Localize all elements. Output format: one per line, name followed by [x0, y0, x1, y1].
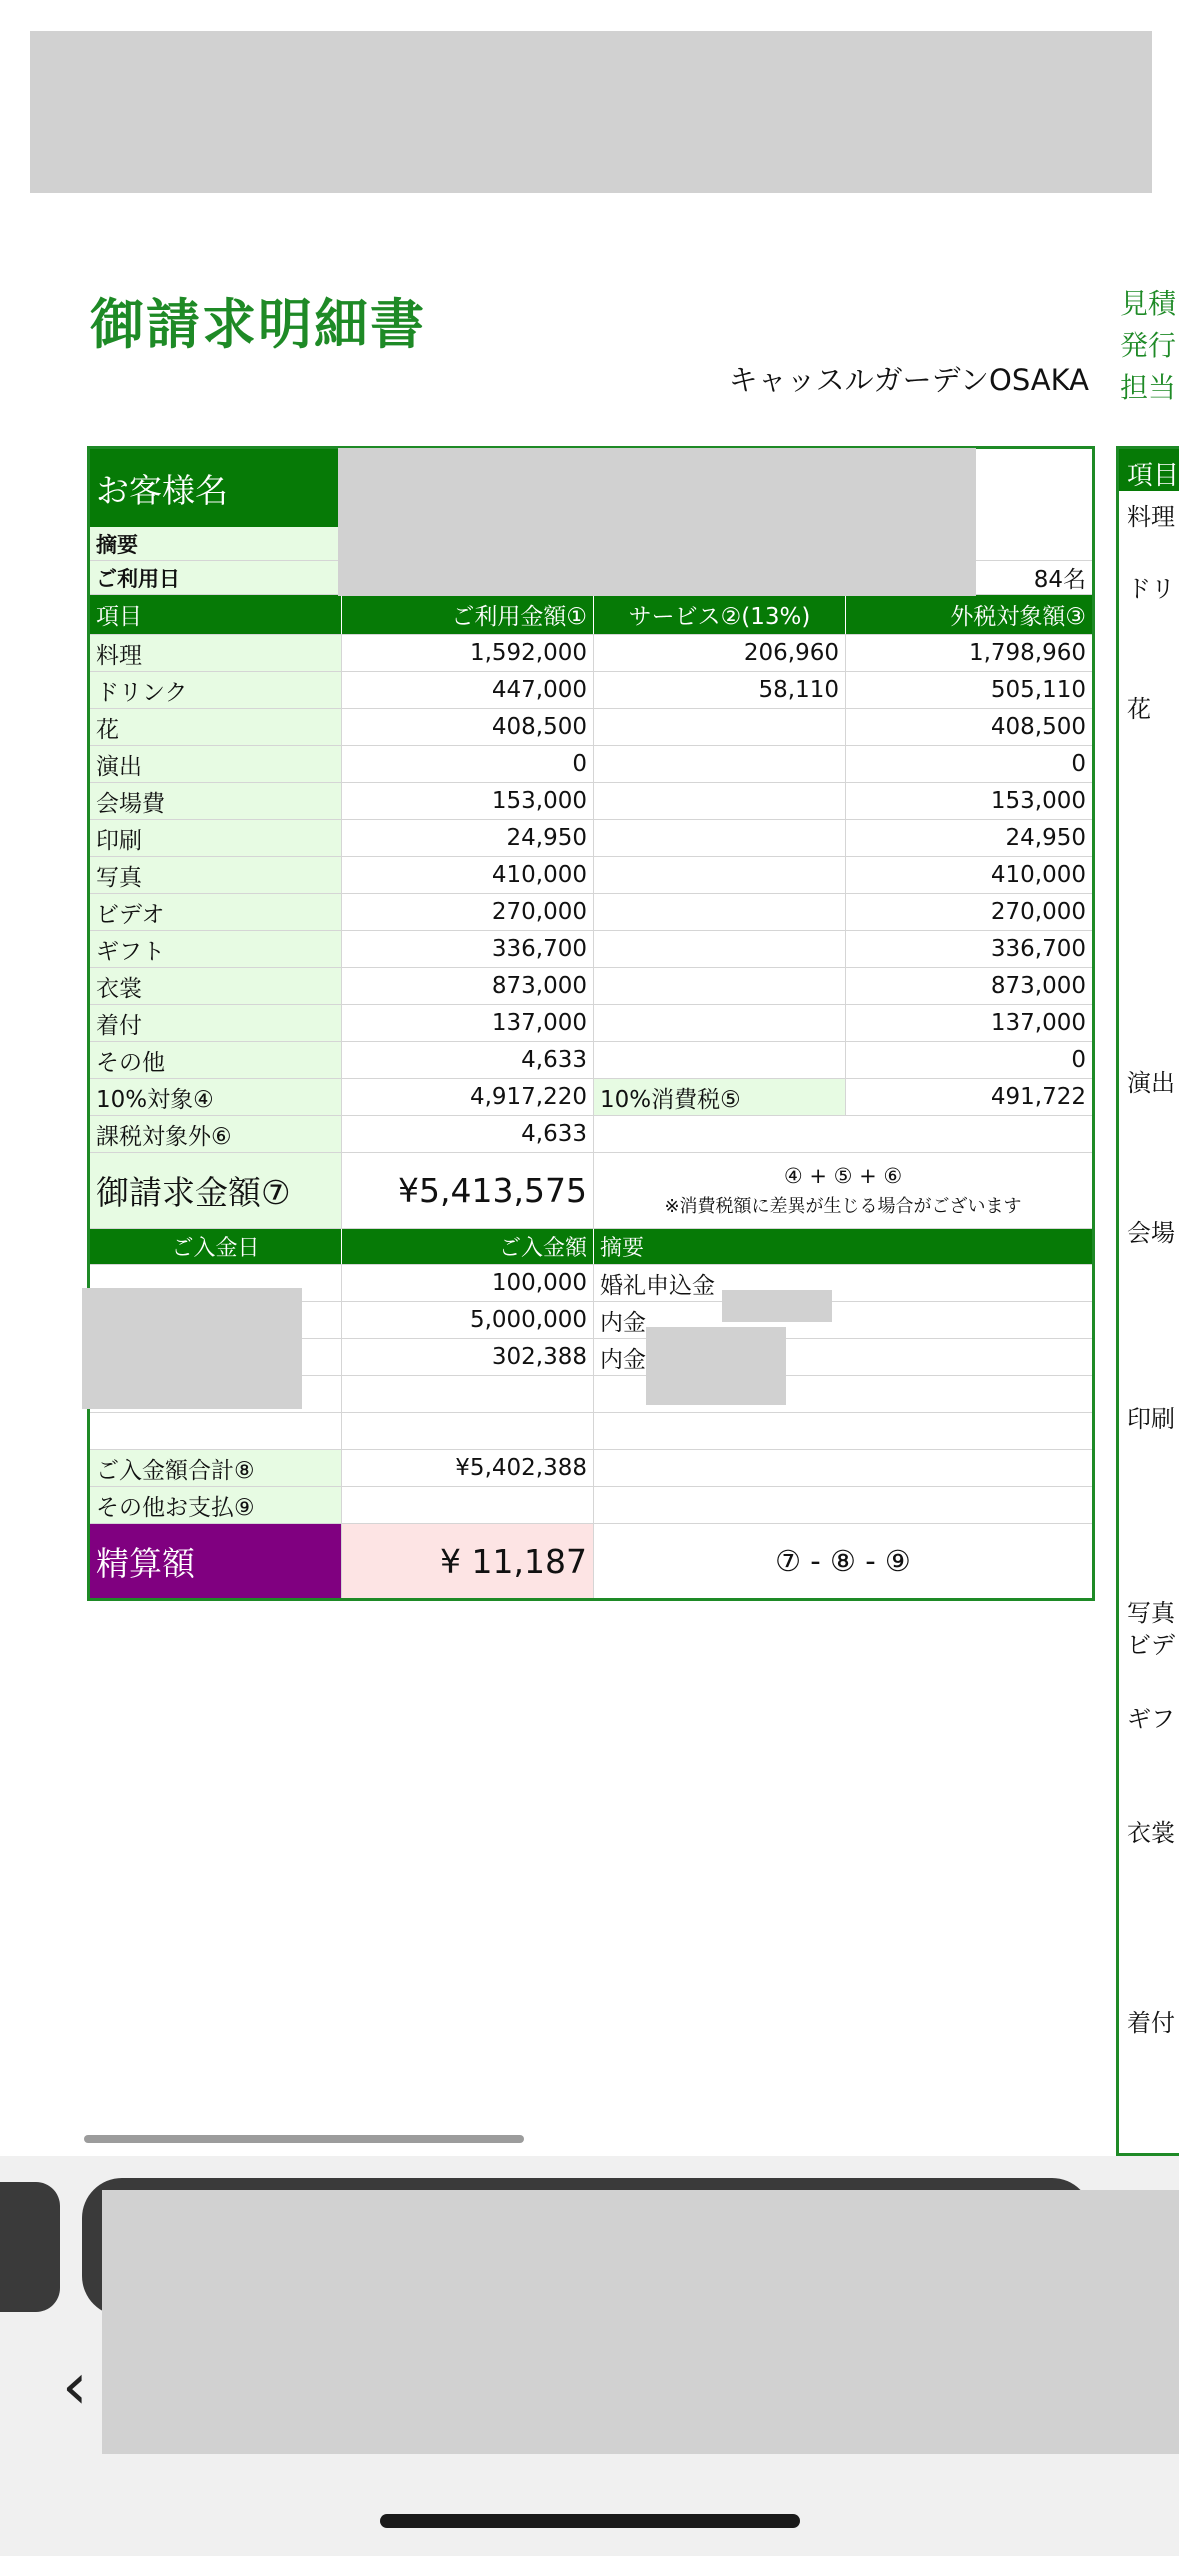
payment-date-header: ご入金日	[90, 1229, 342, 1264]
payment-amount-header: ご入金額	[342, 1229, 594, 1264]
summary-label: 摘要	[90, 527, 342, 560]
item-service: 206,960	[594, 635, 846, 671]
item-amount: 4,633	[342, 1042, 594, 1078]
next-page-item: 項目	[1127, 461, 1179, 491]
redacted-address-bar	[102, 2190, 1179, 2454]
item-name: 会場費	[90, 783, 342, 819]
table-header	[90, 595, 1092, 635]
next-page-item: 花	[1127, 695, 1151, 723]
next-page-item: 料理	[1127, 503, 1175, 531]
table-row	[90, 820, 1092, 857]
item-service	[594, 857, 846, 893]
item-amount: 873,000	[342, 968, 594, 1004]
item-name: ギフト	[90, 931, 342, 967]
item-amount: 270,000	[342, 894, 594, 930]
consumption-tax-amount: 491,722	[990, 1084, 1086, 1110]
item-name: その他	[90, 1042, 342, 1078]
item-name: 着付	[90, 1005, 342, 1041]
total-formula-cell	[594, 1153, 1092, 1228]
header-amount: ご利用金額①	[342, 595, 594, 634]
next-page-item: 演出	[1127, 1069, 1175, 1097]
item-name: 花	[90, 709, 342, 745]
table-row	[90, 635, 1092, 672]
item-name: 印刷	[90, 820, 342, 856]
item-taxable: 137,000	[990, 1010, 1086, 1036]
payment-note: 内金	[600, 1309, 646, 1336]
settlement-amount: ¥ 11,187	[342, 1524, 594, 1598]
item-amount: 410,000	[342, 857, 594, 893]
other-payment-blank	[594, 1487, 1092, 1523]
item-name: 衣裳	[90, 968, 342, 1004]
item-amount: 0	[342, 746, 594, 782]
tax-target-amount: 4,917,220	[342, 1079, 594, 1115]
item-service: 58,110	[594, 672, 846, 708]
payment-amount: 5,000,000	[342, 1302, 594, 1338]
usage-date-label: ご利用日	[90, 561, 342, 594]
settlement-formula: ⑦ - ⑧ - ⑨	[775, 1544, 911, 1578]
consumption-tax-label: 10%消費税⑤	[594, 1079, 846, 1115]
item-name: 演出	[90, 746, 342, 782]
home-indicator[interactable]	[380, 2514, 800, 2528]
next-page-item: 印刷	[1127, 1405, 1175, 1433]
non-taxable-label: 課税対象外⑥	[90, 1116, 342, 1152]
table-row	[90, 1005, 1092, 1042]
item-service	[594, 1042, 846, 1078]
total-formula: ④ + ⑤ + ⑥	[783, 1163, 903, 1188]
table-row	[90, 746, 1092, 783]
tax-target-label: 10%対象④	[90, 1079, 342, 1115]
next-page-item: 写真	[1127, 1599, 1175, 1627]
item-amount: 24,950	[342, 820, 594, 856]
header-taxable: 外税対象額③	[950, 604, 1086, 630]
meta-label-estimate: 見積	[1120, 287, 1177, 320]
tax-target-row	[90, 1079, 1092, 1116]
item-taxable: 336,700	[990, 936, 1086, 962]
customer-name-label: お客様名	[90, 449, 342, 527]
table-row	[90, 672, 1092, 709]
item-taxable: 0	[1071, 1047, 1086, 1073]
item-name: 料理	[90, 635, 342, 671]
payment-header	[90, 1229, 1092, 1265]
item-service	[594, 746, 846, 782]
item-taxable: 505,110	[990, 677, 1086, 703]
table-row	[90, 1042, 1092, 1079]
item-service	[594, 709, 846, 745]
paid-total-label: ご入金額合計⑧	[90, 1450, 342, 1486]
tax-difference-note: ※消費税額に差異が生じる場合がございます	[664, 1195, 1022, 1217]
next-page-item: ビデ	[1127, 1631, 1175, 1659]
next-page-item: 着付	[1127, 2009, 1175, 2037]
settlement-row	[90, 1524, 1092, 1598]
paid-total-blank	[594, 1450, 1092, 1486]
other-payment-label: その他お支払⑨	[90, 1487, 342, 1523]
header-item: 項目	[90, 595, 342, 634]
payment-note-header: 摘要	[600, 1236, 645, 1261]
item-service	[594, 783, 846, 819]
invoice-table	[87, 446, 1095, 1601]
redacted-payment-dates	[82, 1288, 302, 1409]
payment-amount	[342, 1376, 594, 1412]
redacted-top-banner	[30, 31, 1152, 193]
item-taxable: 153,000	[990, 788, 1086, 814]
table-row	[90, 857, 1092, 894]
payment-date	[90, 1413, 342, 1449]
payment-amount	[342, 1413, 594, 1449]
payment-note	[594, 1413, 1092, 1449]
settlement-label: 精算額	[90, 1524, 342, 1598]
redacted-payment-note-2	[646, 1327, 786, 1405]
next-page-panel	[1116, 446, 1179, 2156]
guest-count: 84名	[1033, 567, 1086, 593]
paid-total-row	[90, 1450, 1092, 1487]
header-service: サービス②(13%)	[594, 595, 846, 634]
non-taxable-row	[90, 1116, 1092, 1153]
item-service	[594, 894, 846, 930]
next-page-item: ギフ	[1127, 1705, 1175, 1733]
next-page-item: 会場	[1127, 1219, 1175, 1247]
back-chevron-icon[interactable]: ‹	[62, 2350, 88, 2424]
item-service	[594, 1005, 846, 1041]
payment-amount: 100,000	[342, 1265, 594, 1301]
meta-label-issue: 発行	[1120, 329, 1177, 362]
payment-note: 内金	[600, 1346, 646, 1373]
item-amount: 447,000	[342, 672, 594, 708]
item-service	[594, 968, 846, 1004]
item-taxable: 1,798,960	[968, 640, 1086, 666]
item-taxable: 410,000	[990, 862, 1086, 888]
non-taxable-blank	[594, 1116, 1092, 1152]
item-taxable: 24,950	[1005, 825, 1086, 851]
venue-name: キャッスルガーデンOSAKA	[728, 363, 1089, 397]
item-name: 写真	[90, 857, 342, 893]
other-payment-amount	[342, 1487, 594, 1523]
redacted-customer-info	[338, 448, 976, 596]
item-amount: 408,500	[342, 709, 594, 745]
invoice-total-row	[90, 1153, 1092, 1229]
item-name: ドリンク	[90, 672, 342, 708]
table-row	[90, 894, 1092, 931]
item-service	[594, 931, 846, 967]
other-payment-row	[90, 1487, 1092, 1524]
meta-label-staff: 担当	[1120, 371, 1177, 404]
item-amount: 1,592,000	[342, 635, 594, 671]
item-amount: 336,700	[342, 931, 594, 967]
next-page-item: ドリ	[1127, 575, 1175, 603]
invoice-total-label: 御請求金額⑦	[90, 1153, 342, 1228]
redacted-payment-note-1	[722, 1290, 832, 1322]
payment-row	[90, 1413, 1092, 1450]
item-amount: 153,000	[342, 783, 594, 819]
item-taxable: 408,500	[990, 714, 1086, 740]
payment-amount: 302,388	[342, 1339, 594, 1375]
item-taxable: 873,000	[990, 973, 1086, 999]
item-service	[594, 820, 846, 856]
invoice-total-amount: ¥5,413,575	[342, 1153, 594, 1228]
tab-switcher-button[interactable]	[0, 2182, 60, 2312]
item-amount: 137,000	[342, 1005, 594, 1041]
paid-total-amount: ¥5,402,388	[342, 1450, 594, 1486]
table-row	[90, 968, 1092, 1005]
horizontal-scrollbar[interactable]	[84, 2135, 524, 2143]
next-page-item: 衣裳	[1127, 1819, 1175, 1847]
item-name: ビデオ	[90, 894, 342, 930]
item-taxable: 0	[1071, 751, 1086, 777]
table-row	[90, 709, 1092, 746]
table-row	[90, 931, 1092, 968]
non-taxable-amount: 4,633	[342, 1116, 594, 1152]
payment-note: 婚礼申込金	[600, 1272, 715, 1299]
item-taxable: 270,000	[990, 899, 1086, 925]
page-title: 御請求明細書	[90, 293, 426, 356]
table-row	[90, 783, 1092, 820]
